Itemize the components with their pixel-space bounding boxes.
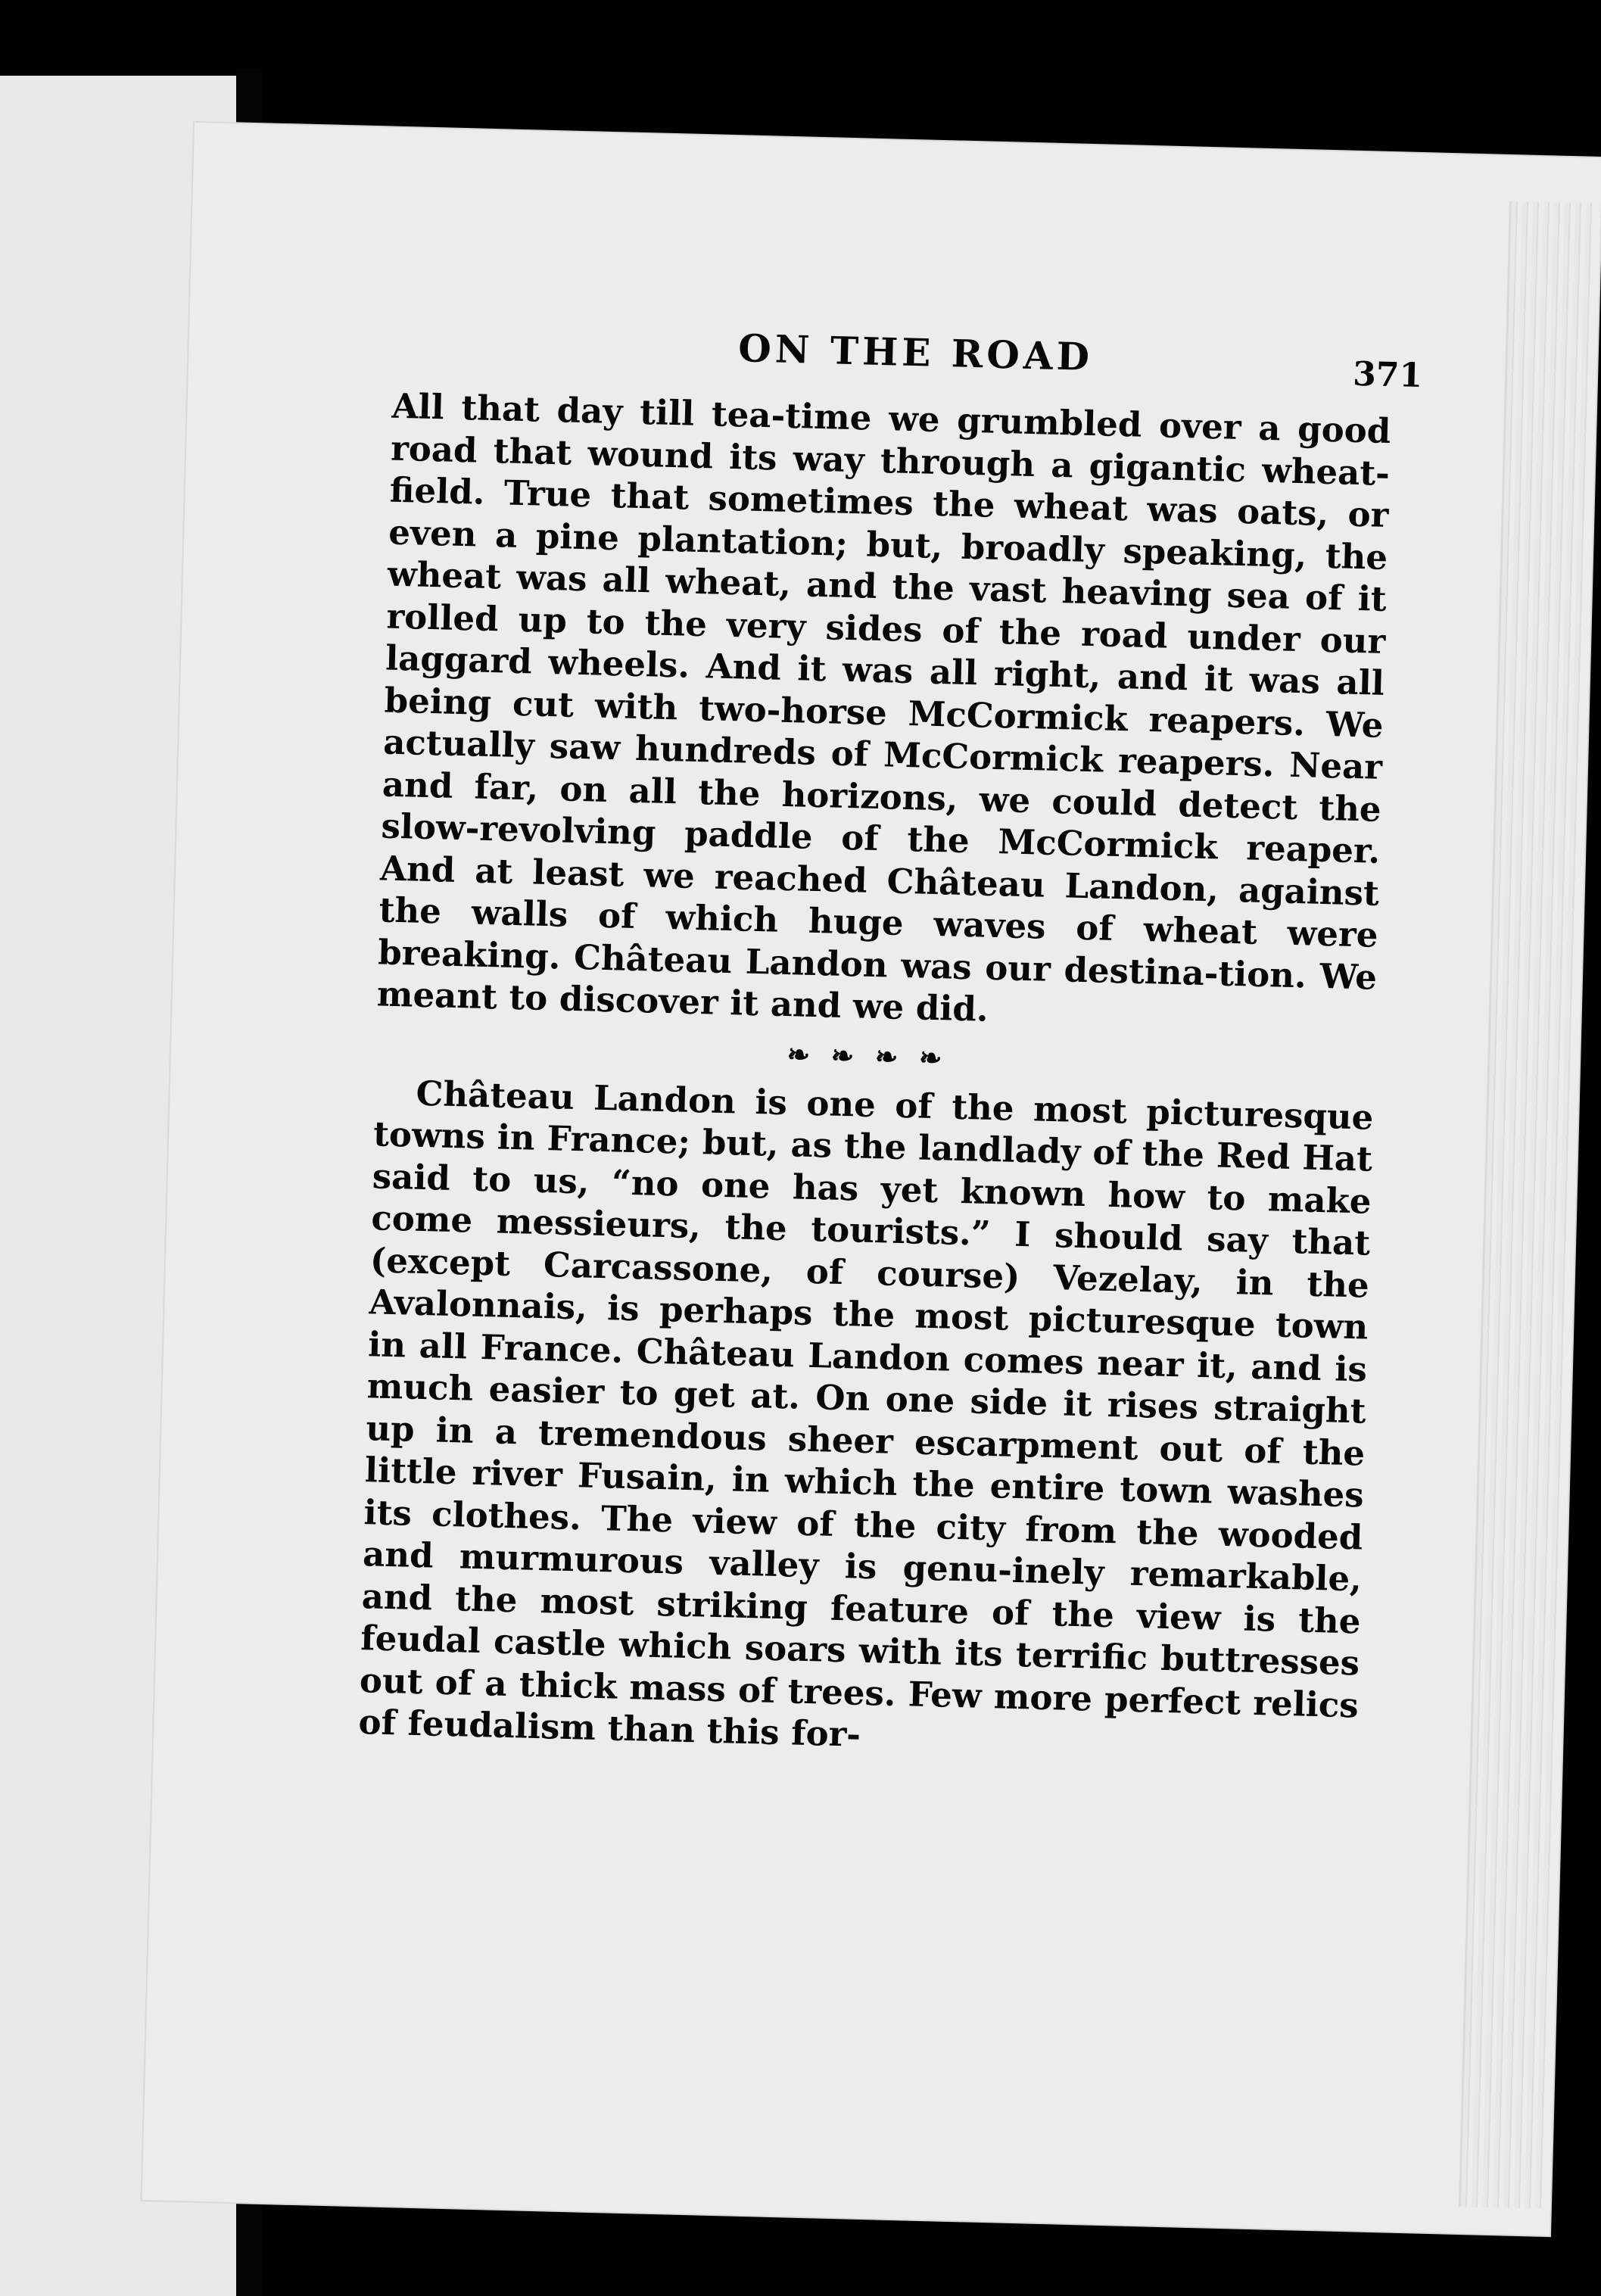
section-ornament: ❧❧❧❧	[786, 1038, 964, 1075]
paragraph-2: Château Landon is one of the most picturesque towns in France; but, as the landlady of the Red Hat said to us, “no one has yet known how to make come messieurs, the tourists.” I should say that (except Carcassone, of course) Vezelay, in the Avalonnais, is perhaps the most picturesque town in all France. Château Landon comes near it, and is much easier to get at. On one side it rises straight up in a tremendous sheer escarpment out of the little river Fusain, in which the entire town washes its clothes. The view of the city from the wooded and murmurous valley is genu-inely remarkable, and the most striking feature of the view is the feudal castle which soars with its terrific buttresses out of a thick mass of trees. Few more perfect relics of feudalism than this for-	[357, 1073, 1374, 1755]
paragraph-1: All that day till tea-time we grumbled over a good road that wound its way through a gigantic wheat-field. True that sometimes the wheat was oats, or even a pine plantation; but, broadly speaking, the wheat was all wheat, and the vast heaving sea of it rolled up to the very sides of the road under our laggard wheels. And it was all right, and it was all being cut with two-horse McCormick reapers. We actually saw hundreds of McCormick reapers. Near and far, on all the horizons, we could detect the slow-revolving paddle of the McCormick reaper. And at least we reached Château Landon, against the walls of which huge waves of wheat were breaking. Château Landon was our destina-tion. We meant to discover it and we did.	[376, 385, 1391, 1030]
text-block	[357, 317, 1423, 1768]
running-title: ON THE ROAD	[737, 326, 1094, 380]
page-edges	[1459, 201, 1595, 2209]
page-number: 371	[1352, 354, 1423, 396]
book-page	[142, 123, 1601, 2235]
